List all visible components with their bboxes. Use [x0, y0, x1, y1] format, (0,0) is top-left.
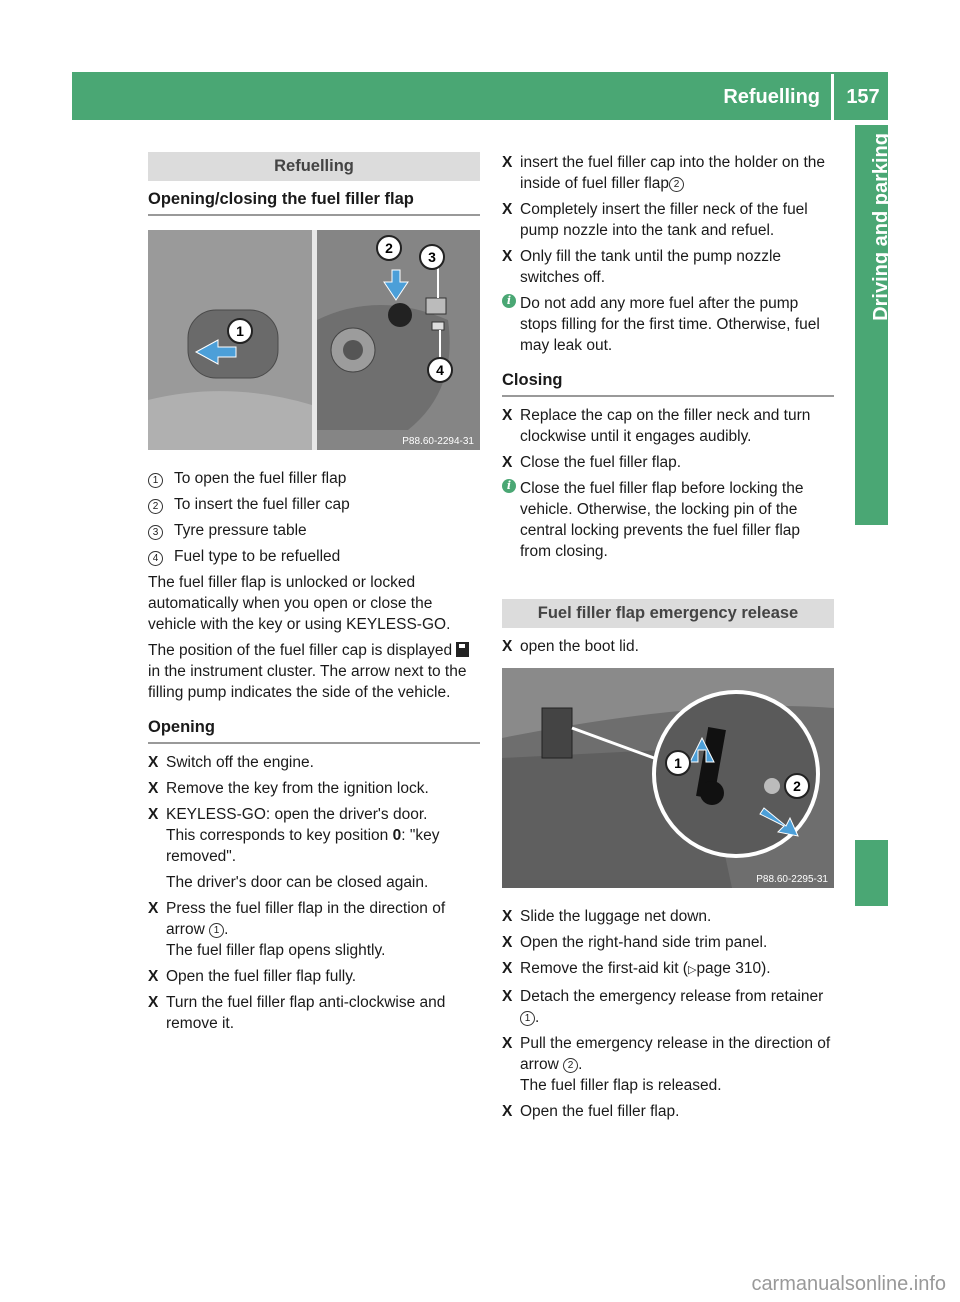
callout-3: [420, 245, 444, 269]
callout-1-label: 1: [674, 755, 682, 771]
step-open-boot: X open the boot lid.: [502, 638, 639, 655]
figure-code: P88.60-2294-31: [402, 436, 474, 447]
callout-3-label: 3: [428, 249, 436, 265]
info-icon: i: [502, 294, 516, 308]
side-tab-label: Driving and parking: [870, 133, 892, 321]
fuel-flap-figure: [148, 230, 480, 450]
page-reference[interactable]: page 310).: [696, 960, 771, 977]
callout-2: [377, 236, 401, 260]
step-fill-tank: X Only fill the tank until the pump nozzle switches off.: [502, 248, 782, 286]
callout-1: [228, 319, 252, 343]
legend-item-3: 3 Tyre pressure table: [148, 520, 480, 541]
step-keyless-go: X KEYLESS-GO: open the driver's door. This corresponds to key position 0: "key removed". The driver's door can be closed again.: [148, 806, 440, 891]
legend-item-1: 1 To open the fuel filler flap: [148, 468, 480, 489]
step-open-trim: X Open the right-hand side trim panel.: [502, 934, 768, 951]
header-bar: [72, 72, 888, 120]
step-insert-nozzle: X Completely insert the filler neck of the fuel pump nozzle into the tank and refuel.: [502, 201, 808, 239]
step-turn-flap: X Turn the fuel filler flap anti-clockwise and remove it.: [148, 994, 446, 1032]
figure-code: P88.60-2295-31: [756, 874, 828, 885]
step-remove-kit: X Remove the first-aid kit (▷page 310).: [502, 960, 771, 977]
step-insert-cap: X insert the fuel filler cap into the holder on the inside of fuel filler flap 2: [502, 154, 826, 192]
callout-2-label: 2: [793, 778, 801, 794]
step-open-flap-final: X Open the fuel filler flap.: [502, 1103, 680, 1120]
footer-watermark: carmanualsonline.info: [751, 1273, 946, 1295]
paragraph-unlock: The fuel filler flap is unlocked or locked automatically when you open or close the vehicle with the key or using KEYLESS-GO.: [148, 574, 451, 633]
step-close-flap: X Close the fuel filler flap.: [502, 454, 682, 471]
header-separator: [831, 74, 834, 120]
info-note-overfill: i Do not add any more fuel after the pump stops filling for the first time. Otherwise, fuel may leak out.: [502, 293, 834, 356]
legend-item-2: 2 To insert the fuel filler cap: [148, 494, 480, 515]
callout-2-label: 2: [385, 240, 393, 256]
right-column: [502, 152, 834, 1127]
step-replace-cap: X Replace the cap on the filler neck and turn clockwise until it engages audibly.: [502, 407, 811, 445]
info-note-locking: i Close the fuel filler flap before locking the vehicle. Otherwise, the locking pin of the central locking prevents the fuel filler flap from closing.: [502, 478, 834, 562]
emergency-release-figure: [502, 668, 834, 888]
callout-4: [428, 358, 452, 382]
left-column: [148, 152, 480, 1039]
info-icon: i: [502, 479, 516, 493]
section-emergency-release: Fuel filler flap emergency release: [502, 599, 834, 628]
step-slide-net: X Slide the luggage net down.: [502, 908, 712, 925]
callout-2: [785, 774, 809, 798]
subheading-opening: Opening: [148, 717, 480, 744]
step-switch-off: X Switch off the engine.: [148, 754, 314, 771]
page-number: 157: [846, 86, 880, 108]
callout-1: [666, 751, 690, 775]
step-press-flap: X Press the fuel filler flap in the direction of arrow 1 . The fuel filler flap opens slightly.: [148, 900, 446, 959]
paragraph-position: The position of the fuel filler cap is displayed in the instrument cluster. The arrow next to the filling pump indicates the side of the vehicle.: [148, 640, 480, 703]
callout-4-label: 4: [436, 362, 444, 378]
side-tab: [855, 125, 892, 525]
page-reference-arrow: ▷: [687, 964, 697, 976]
subheading-opening-closing: Opening/closing the fuel filler flap: [148, 189, 480, 216]
step-detach-release: X Detach the emergency release from retainer 1 .: [502, 988, 824, 1026]
fuel-pump-icon: [456, 642, 469, 657]
step-open-flap: X Open the fuel filler flap fully.: [148, 968, 357, 985]
step-remove-key: X Remove the key from the ignition lock.: [148, 780, 429, 797]
section-title: Refuelling: [148, 152, 480, 181]
header-title: Refuelling: [723, 86, 820, 108]
callout-1-label: 1: [236, 323, 244, 339]
side-block: [855, 840, 888, 906]
step-pull-release: X Pull the emergency release in the direction of arrow 2 . The fuel filler flap is released.: [502, 1035, 831, 1094]
subheading-closing: Closing: [502, 370, 834, 397]
legend-item-4: 4 Fuel type to be refuelled: [148, 546, 480, 567]
